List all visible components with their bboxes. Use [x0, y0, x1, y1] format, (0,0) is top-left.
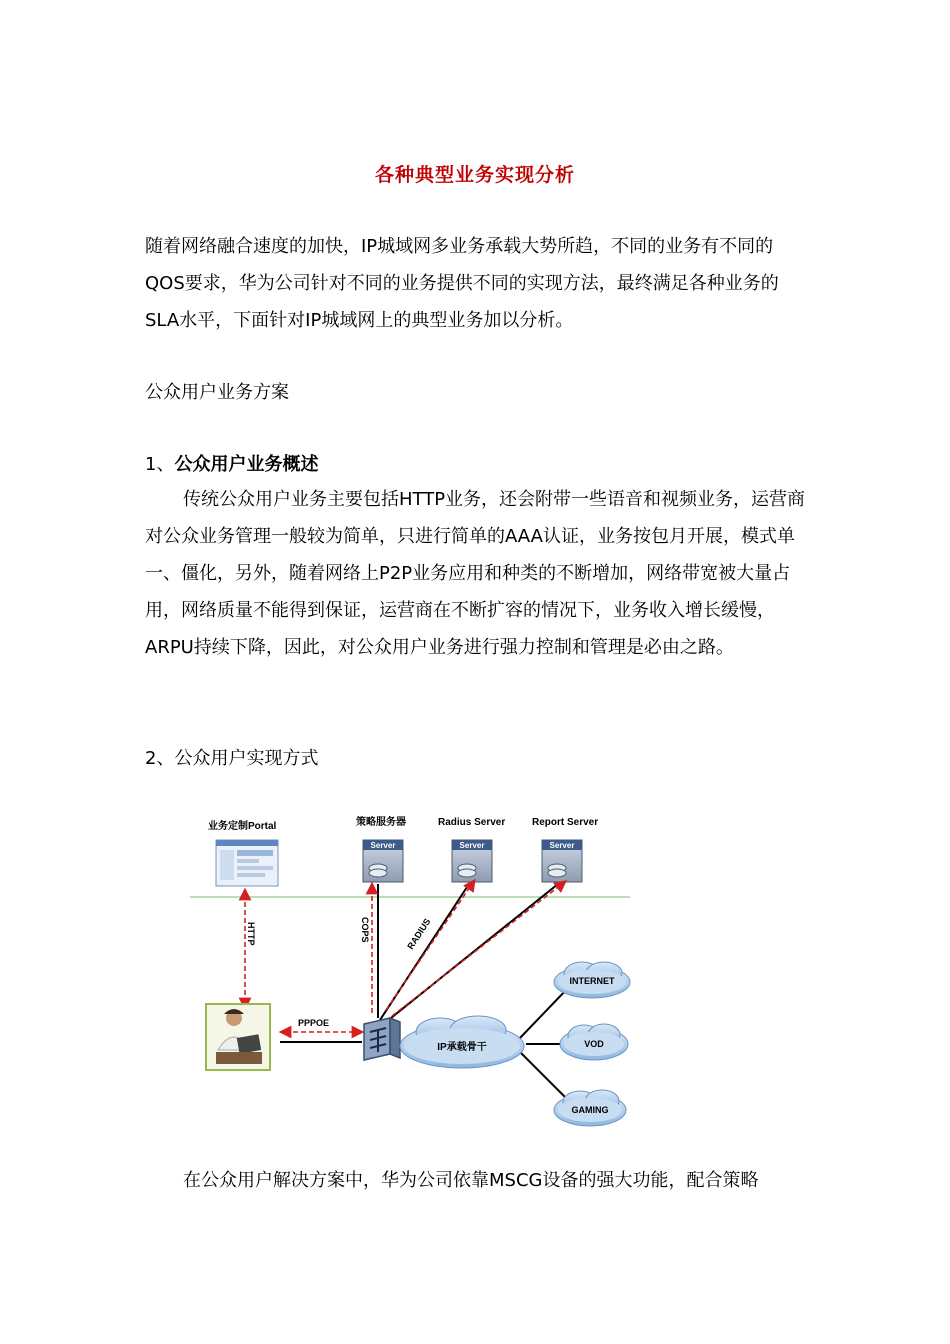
subsection-1-body: 传统公众用户业务主要包括HTTP业务，还会附带一些语音和视频业务，运营商对公众业务管理一般较为简单，只进行简单的AAA认证，业务按包月开展，模式单一、僵化，另外，随着网络上P2P业务应用和种类的不断增加，网络带宽被大量占用，网络质量不能得到保证，运营商在不断扩容的情况下，业务收入增长缓慢，ARPU持续下降，因此，对公众用户业务进行强力控制和管理是必由之路。 [145, 489, 806, 658]
report-server-label: Report Server [532, 817, 599, 828]
gaming-link-line [520, 1052, 568, 1100]
portal-label: 业务定制Portal [208, 821, 277, 832]
pppoe-label: PPPOE [298, 1018, 330, 1028]
subsection-1-title: 公众用户业务概述 [174, 454, 319, 475]
closing-paragraph: 在公众用户解决方案中，华为公司依靠MSCG设备的强大功能，配合策略 [183, 1170, 759, 1191]
internet-link-line [520, 988, 568, 1038]
cops-label: COPS [360, 917, 370, 943]
gaming-label: GAMING [571, 1105, 609, 1115]
radius-link-label: RADIUS [405, 916, 433, 952]
portal-screenshot-icon [216, 840, 278, 886]
radius-server-label: Radius Server [438, 817, 506, 828]
policy-server-label: 策略服务器 [356, 817, 406, 828]
section-title: 公众用户业务方案 [145, 382, 289, 403]
report-server-badge: Server [549, 841, 575, 850]
network-diagram [190, 810, 640, 1140]
page-title: 各种典型业务实现分析 [374, 164, 575, 186]
subsection-2-heading: 2、公众用户实现方式 [145, 748, 319, 769]
router-icon [364, 1018, 400, 1060]
vod-cloud-icon [560, 1024, 628, 1060]
backbone-cloud-icon [400, 1016, 524, 1068]
http-label: HTTP [246, 922, 256, 946]
subsection-1-heading [145, 453, 318, 477]
vod-label: VOD [584, 1039, 604, 1049]
backbone-label: IP承载骨干 [437, 1042, 487, 1053]
report-server-icon [542, 840, 582, 882]
subsection-1-number: 1、 [145, 454, 175, 475]
user-laptop-icon [206, 1004, 270, 1070]
radius-server-badge: Server [459, 841, 485, 850]
internet-label: INTERNET [569, 976, 615, 986]
radius-server-icon [452, 840, 492, 882]
internet-cloud-icon [554, 962, 630, 998]
policy-server-icon [363, 840, 403, 882]
report-dashed-arrow [392, 884, 562, 1016]
intro-paragraph: 随着网络融合速度的加快，IP城域网多业务承载大势所趋，不同的业务有不同的QOS要求，华为公司针对不同的业务提供不同的实现方法，最终满足各种业务的SLA水平，下面针对IP城域网上的典型业务加以分析。 [145, 236, 779, 331]
policy-server-badge: Server [370, 841, 396, 850]
